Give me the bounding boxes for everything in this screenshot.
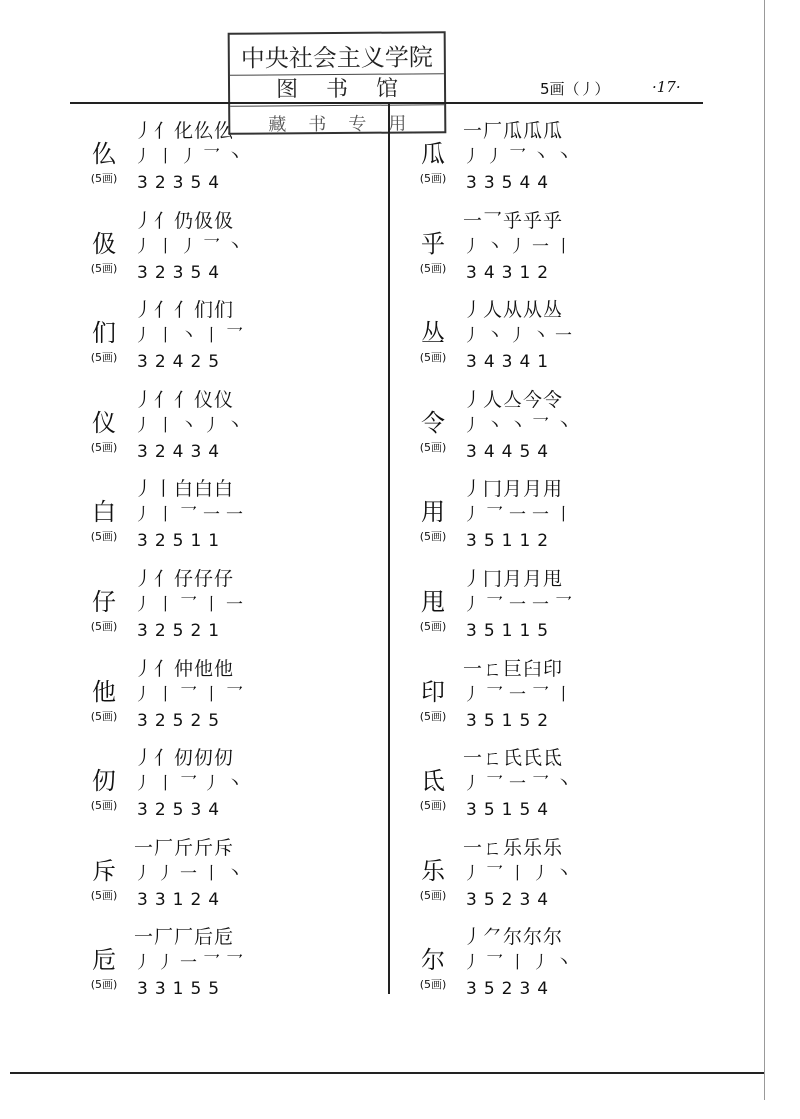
- character-entry: [84, 387, 404, 467]
- stroke-shapes: 丿乛一乛丶: [463, 774, 578, 794]
- stroke-count-badge: (5画): [90, 620, 118, 633]
- character-glyph: 令: [421, 409, 445, 437]
- character-entry: [84, 566, 404, 646]
- stroke-shapes: 丿丶丶乛丶: [463, 416, 578, 436]
- character-entry: [413, 476, 733, 556]
- stroke-codes: 35115: [466, 621, 556, 641]
- stroke-count-badge: (5画): [419, 978, 447, 991]
- character-glyph: 斥: [92, 857, 116, 885]
- character-entry: [413, 297, 733, 377]
- stroke-order-sequence: 一乛乎乎乎: [463, 210, 564, 232]
- stroke-shapes: 丿丨丶丿丶: [134, 416, 249, 436]
- stamp-line-1: 中央社会主义学院: [240, 43, 433, 73]
- section-heading: 5画（丿）: [540, 80, 610, 98]
- stamp-line-3: 藏书专用: [268, 113, 429, 136]
- page-edge-line: [764, 0, 765, 1100]
- character-entry: [84, 924, 404, 1004]
- stroke-codes: 32425: [137, 352, 227, 372]
- stroke-count-badge: (5画): [90, 262, 118, 275]
- character-glyph: 氐: [421, 767, 445, 795]
- stroke-codes: 32354: [137, 263, 227, 283]
- stroke-codes: 33544: [466, 173, 556, 193]
- header-rule: [70, 102, 703, 104]
- stroke-order-sequence: 丿人从从丛: [463, 299, 564, 321]
- character-entry: [84, 476, 404, 556]
- stroke-count-badge: (5画): [90, 978, 118, 991]
- character-glyph: 丛: [421, 319, 445, 347]
- character-glyph: 印: [421, 678, 445, 706]
- stroke-count-badge: (5画): [90, 889, 118, 902]
- stroke-count-badge: (5画): [419, 172, 447, 185]
- stroke-codes: 34341: [466, 352, 556, 372]
- stroke-codes: 35112: [466, 531, 556, 551]
- stroke-count-badge: (5画): [419, 530, 447, 543]
- character-entry: [84, 297, 404, 377]
- stroke-order-sequence: 一ㄈ氏氏氐: [463, 747, 564, 769]
- character-glyph: 仪: [92, 409, 116, 437]
- stroke-order-sequence: 丿亻亻仪仪: [134, 389, 235, 411]
- character-glyph: 白: [92, 498, 116, 526]
- stroke-count-badge: (5画): [90, 441, 118, 454]
- stroke-order-sequence: 丿亻化仫仫: [134, 120, 235, 142]
- stroke-shapes: 丿乛一一乛: [463, 595, 578, 615]
- character-entry: [84, 656, 404, 736]
- stroke-order-sequence: 一厂瓜瓜瓜: [463, 120, 564, 142]
- stroke-shapes: 丿丨乛丨一: [134, 595, 249, 615]
- character-entry: [413, 566, 733, 646]
- stroke-shapes: 丿丿一丨丶: [134, 864, 249, 884]
- stroke-shapes: 丿丶丿一丨: [463, 237, 578, 257]
- stroke-shapes: 丿丨乛丿丶: [134, 774, 249, 794]
- stroke-codes: 35154: [466, 800, 556, 820]
- stroke-codes: 32525: [137, 711, 227, 731]
- character-entry: [84, 208, 404, 288]
- stroke-order-sequence: 丿丨白白白: [134, 478, 235, 500]
- stroke-codes: 33155: [137, 979, 227, 999]
- character-entry: [413, 118, 733, 198]
- stroke-shapes: 丿丿一乛乛: [134, 953, 249, 973]
- stroke-count-badge: (5画): [90, 799, 118, 812]
- stroke-count-badge: (5画): [419, 799, 447, 812]
- stroke-shapes: 丿丨丶丨乛: [134, 326, 249, 346]
- stroke-count-badge: (5画): [419, 441, 447, 454]
- stroke-order-sequence: 一ㄈ巨臼印: [463, 658, 564, 680]
- character-entry: [413, 208, 733, 288]
- stamp-line-2: 图书馆: [230, 73, 444, 106]
- footer-rule: [10, 1072, 765, 1074]
- stroke-codes: 32354: [137, 173, 227, 193]
- character-glyph: 仫: [92, 140, 116, 168]
- stroke-shapes: 丿丿乛丶丶: [463, 147, 578, 167]
- stroke-order-sequence: 丿亻仔仔仔: [134, 568, 235, 590]
- stroke-codes: 34312: [466, 263, 556, 283]
- character-glyph: 甩: [421, 588, 445, 616]
- character-glyph: 乎: [421, 230, 445, 258]
- stroke-count-badge: (5画): [90, 530, 118, 543]
- stroke-count-badge: (5画): [90, 351, 118, 364]
- stroke-codes: 35234: [466, 890, 556, 910]
- page-number: ·17·: [652, 78, 681, 96]
- stroke-order-sequence: 丿亻仲他他: [134, 658, 235, 680]
- stroke-order-sequence: 丿人亼今令: [463, 389, 564, 411]
- stroke-count-badge: (5画): [419, 889, 447, 902]
- stroke-order-sequence: 丿亻亻们们: [134, 299, 235, 321]
- character-entry: [84, 835, 404, 915]
- stroke-shapes: 丿丨乛一一: [134, 505, 249, 525]
- stroke-shapes: 丿丶丿丶一: [463, 326, 578, 346]
- character-entry: [413, 835, 733, 915]
- stroke-order-sequence: 丿⺈尔尔尔: [463, 926, 564, 948]
- character-glyph: 瓜: [421, 140, 445, 168]
- stroke-codes: 32534: [137, 800, 227, 820]
- stroke-shapes: 丿乛丨丿丶: [463, 953, 578, 973]
- stroke-order-sequence: 丿冂月月甩: [463, 568, 564, 590]
- stroke-shapes: 丿乛丨丿丶: [463, 864, 578, 884]
- character-glyph: 仔: [92, 588, 116, 616]
- stroke-codes: 34454: [466, 442, 556, 462]
- character-glyph: 用: [421, 498, 445, 526]
- stroke-count-badge: (5画): [419, 710, 447, 723]
- stroke-codes: 32521: [137, 621, 227, 641]
- stroke-order-sequence: 一厂厂后卮: [134, 926, 235, 948]
- stroke-shapes: 丿丨乛丨乛: [134, 685, 249, 705]
- character-entry: [84, 745, 404, 825]
- stroke-count-badge: (5画): [419, 351, 447, 364]
- stroke-codes: 35234: [466, 979, 556, 999]
- stroke-count-badge: (5画): [90, 172, 118, 185]
- character-entry: [413, 745, 733, 825]
- stroke-order-sequence: 一厂斤斤斥: [134, 837, 235, 859]
- stroke-count-badge: (5画): [419, 262, 447, 275]
- character-glyph: 乐: [421, 857, 445, 885]
- character-glyph: 他: [92, 678, 116, 706]
- character-glyph: 仞: [92, 767, 116, 795]
- stroke-codes: 32511: [137, 531, 227, 551]
- stroke-codes: 32434: [137, 442, 227, 462]
- character-entry: [84, 118, 404, 198]
- stroke-count-badge: (5画): [90, 710, 118, 723]
- character-glyph: 们: [92, 319, 116, 347]
- stroke-order-sequence: 一ㄈ乐乐乐: [463, 837, 564, 859]
- stroke-count-badge: (5画): [419, 620, 447, 633]
- stroke-codes: 35152: [466, 711, 556, 731]
- stroke-codes: 33124: [137, 890, 227, 910]
- stroke-order-sequence: 丿冂月月用: [463, 478, 564, 500]
- stroke-order-sequence: 丿亻仞仞仞: [134, 747, 235, 769]
- character-entry: [413, 656, 733, 736]
- character-glyph: 卮: [92, 946, 116, 974]
- stroke-shapes: 丿乛一一丨: [463, 505, 578, 525]
- stroke-order-sequence: 丿亻仍伋伋: [134, 210, 235, 232]
- character-glyph: 尔: [421, 946, 445, 974]
- stroke-shapes: 丿丨丿乛丶: [134, 147, 249, 167]
- stroke-shapes: 丿乛一乛丨: [463, 685, 578, 705]
- character-entry: [413, 387, 733, 467]
- stroke-shapes: 丿丨丿乛丶: [134, 237, 249, 257]
- character-entry: [413, 924, 733, 1004]
- character-glyph: 伋: [92, 230, 116, 258]
